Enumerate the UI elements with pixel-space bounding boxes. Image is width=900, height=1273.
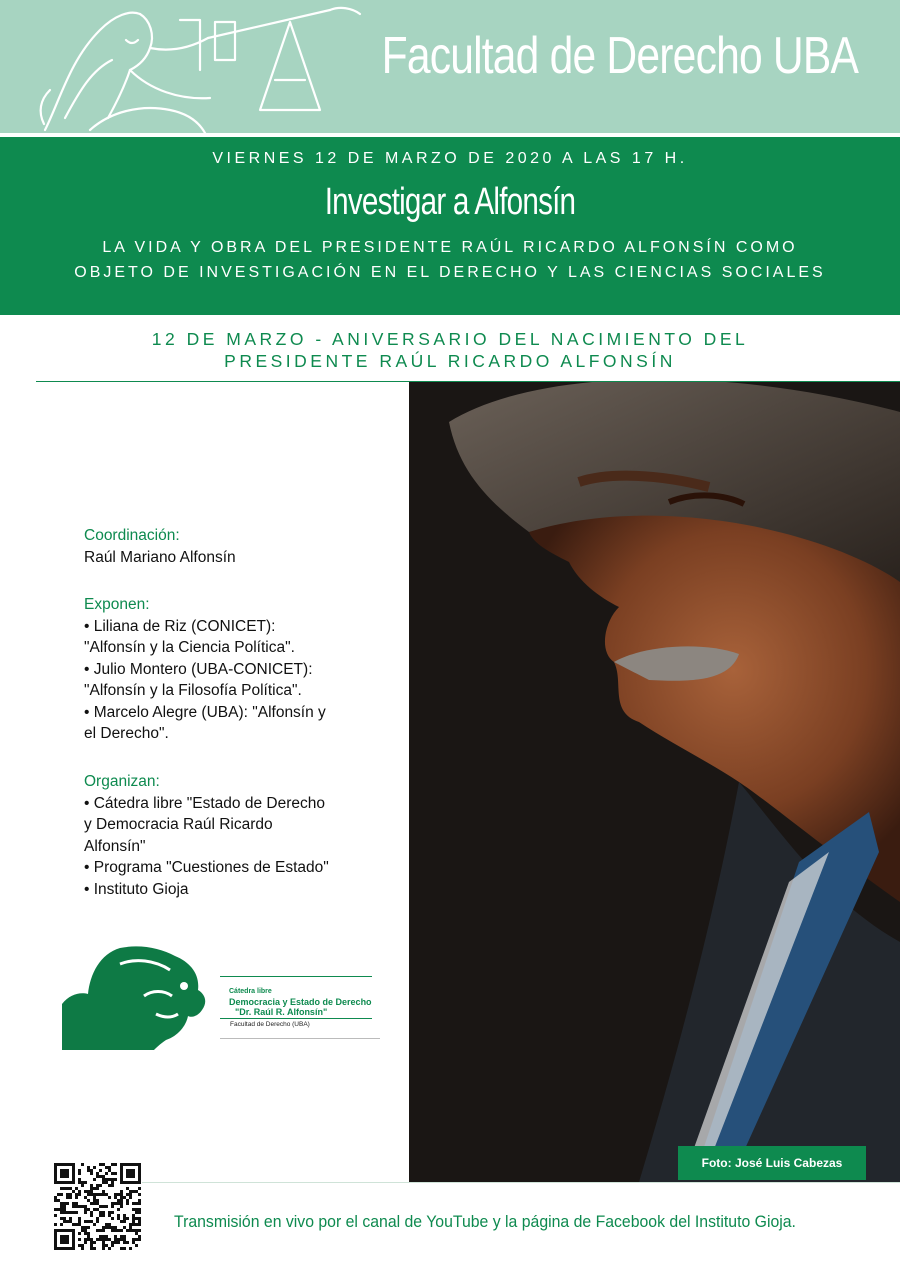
justice-figure-logo	[30, 0, 390, 133]
anniversary-heading	[0, 328, 900, 372]
footer-divider	[142, 1182, 900, 1183]
speaker-line: • Marcelo Alegre (UBA): "Alfonsín y	[84, 703, 326, 721]
event-subtitle	[0, 235, 900, 285]
anniversary-line2: PRESIDENTE RAÚL RICARDO ALFONSÍN	[224, 351, 676, 371]
catedra-rule-mid	[220, 1018, 372, 1019]
catedra-rule-top	[220, 976, 372, 977]
event-date: VIERNES 12 DE MARZO DE 2020 A LAS 17 H.	[212, 150, 688, 167]
event-band	[0, 137, 900, 315]
footer-streaming-note: Transmisión en vivo por el canal de YouTube y la página de Facebook del Instituto Gioja.	[174, 1212, 796, 1231]
speakers-block	[84, 594, 384, 745]
organizers-block	[84, 771, 384, 900]
event-subtitle-line1: LA VIDA Y OBRA DEL PRESIDENTE RAÚL RICARDO ALFONSÍN COMO	[102, 239, 798, 256]
catedra-line1: Cátedra libre	[229, 988, 272, 995]
coordination-label: Coordinación:	[84, 527, 180, 544]
faculty-title: Facultad de Derecho UBA	[381, 27, 858, 85]
organizer-line: Alfonsín"	[84, 837, 146, 855]
speaker-line: el Derecho".	[84, 725, 169, 742]
portrait-illustration	[409, 382, 900, 1182]
anniversary-line1: 12 DE MARZO - ANIVERSARIO DEL NACIMIENTO DEL	[151, 329, 749, 349]
organizer-line: • Instituto Gioja	[84, 880, 189, 898]
catedra-rule-bottom	[220, 1038, 380, 1039]
organizers-label: Organizan:	[84, 773, 160, 790]
event-title: Investigar a Alfonsín	[324, 181, 576, 223]
catedra-line2: Democracia y Estado de Derecho	[229, 997, 372, 1007]
organizer-line: • Cátedra libre "Estado de Derecho	[84, 794, 325, 812]
catedra-libre-logo	[60, 944, 380, 1052]
coordination-block	[84, 525, 384, 568]
qr-code[interactable]	[54, 1163, 141, 1250]
catedra-line3: "Dr. Raúl R. Alfonsín"	[235, 1007, 328, 1017]
catedra-line4: Facultad de Derecho (UBA)	[230, 1021, 310, 1028]
photo-credit: Foto: José Luis Cabezas	[678, 1146, 866, 1180]
speaker-line: "Alfonsín y la Ciencia Política".	[84, 639, 295, 656]
portrait-photo	[409, 382, 900, 1182]
speaker-line: "Alfonsín y la Filosofía Política".	[84, 682, 302, 699]
event-subtitle-line2: OBJETO DE INVESTIGACIÓN EN EL DERECHO Y LAS CIENCIAS SOCIALES	[74, 264, 826, 281]
speaker-line: • Julio Montero (UBA-CONICET):	[84, 660, 313, 678]
speakers-label: Exponen:	[84, 596, 150, 613]
organizer-line: y Democracia Raúl Ricardo	[84, 816, 273, 833]
coordination-name: Raúl Mariano Alfonsín	[84, 548, 236, 566]
speaker-line: • Liliana de Riz (CONICET):	[84, 617, 276, 635]
alfonsin-silhouette-icon	[60, 944, 220, 1052]
organizer-line: • Programa "Cuestiones de Estado"	[84, 859, 329, 876]
